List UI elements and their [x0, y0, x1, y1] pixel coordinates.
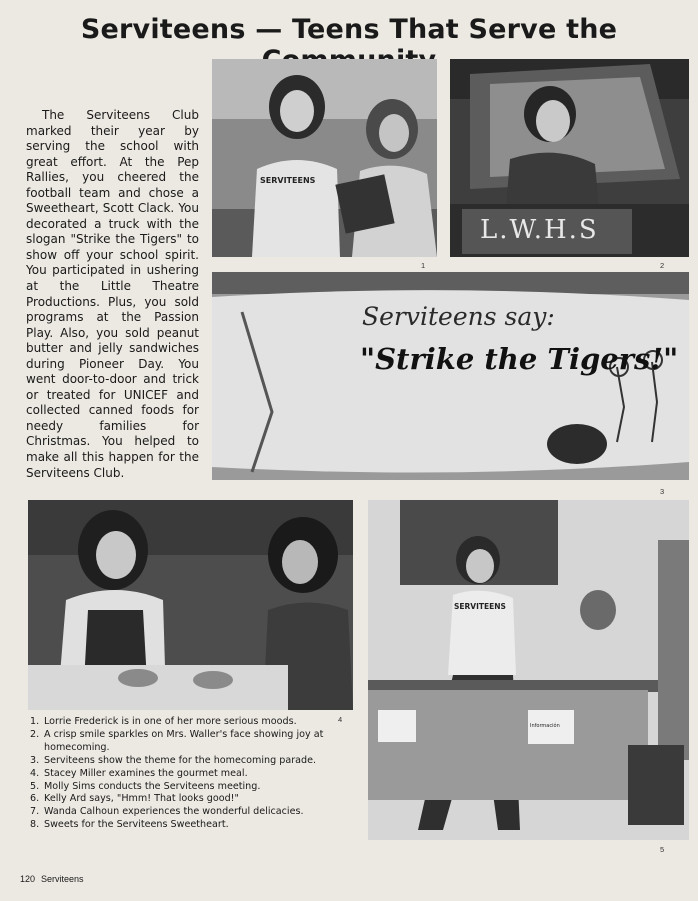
photo-2	[450, 59, 689, 257]
shirt-text: SERVITEENS	[260, 176, 316, 185]
photo-number-3: 3	[660, 487, 665, 496]
folio	[20, 874, 90, 884]
caption-item: 5. Molly Sims conducts the Serviteens meeting.	[30, 780, 261, 792]
desk-sign: Información	[530, 723, 560, 729]
photo-3	[212, 272, 689, 480]
photo-1	[212, 59, 437, 257]
photo-number-5: 5	[660, 845, 665, 854]
shirt-text: SERVITEENS	[454, 602, 506, 611]
page-number: 120	[20, 874, 36, 884]
sign-text: L.W.H.S	[480, 215, 599, 245]
caption-item: 3. Serviteens show the theme for the homecoming parade.	[30, 754, 317, 766]
photo-number-1: 1	[421, 261, 426, 270]
caption-item: 8. Sweets for the Serviteens Sweetheart.	[30, 819, 229, 831]
page-title: Serviteens — Teens That Serve the	[80, 14, 618, 45]
caption-item: 2. A crisp smile sparkles on Mrs. Waller's face showing joy at homecoming.	[30, 728, 324, 753]
banner-line-2: "Strike the Tigers!"	[360, 342, 679, 376]
caption-item: 7. Wanda Calhoun experiences the wonderful delicacies.	[30, 806, 304, 818]
caption-item: 4. Stacey Miller examines the gourmet meal.	[30, 767, 248, 779]
photo-number-4: 4	[338, 715, 343, 724]
section-name: Serviteens	[41, 874, 84, 884]
caption-item: 6. Kelly Ard says, "Hmm! That looks good!"	[30, 793, 239, 805]
banner-line-1: Serviteens say:	[362, 302, 555, 331]
photo-4	[28, 500, 353, 710]
caption-item: 1. Lorrie Frederick is in one of her more serious moods.	[30, 716, 297, 727]
caption-list	[30, 716, 360, 832]
story-text: The Serviteens Club marked their year by serving the school with great effort. At the Pep Rallies, you cheered the football team and chose a Sweetheart, Scott Clack. You decorated a truck with the slogan "Strike the Tigers" to show off your school spirit. You participated in ushering at the Little Theatre Productions. Plus, you sold programs at the Passion Play. Also, you sold peanut butter and jelly sandwiches during Pioneer Day. You went door-to-door and trick or treated for UNICEF and collected canned foods for needy families for Christmas. You helped to make all this happen for the Serviteens Club.	[26, 108, 199, 480]
photo-number-2: 2	[660, 261, 665, 270]
photo-5	[368, 500, 689, 840]
